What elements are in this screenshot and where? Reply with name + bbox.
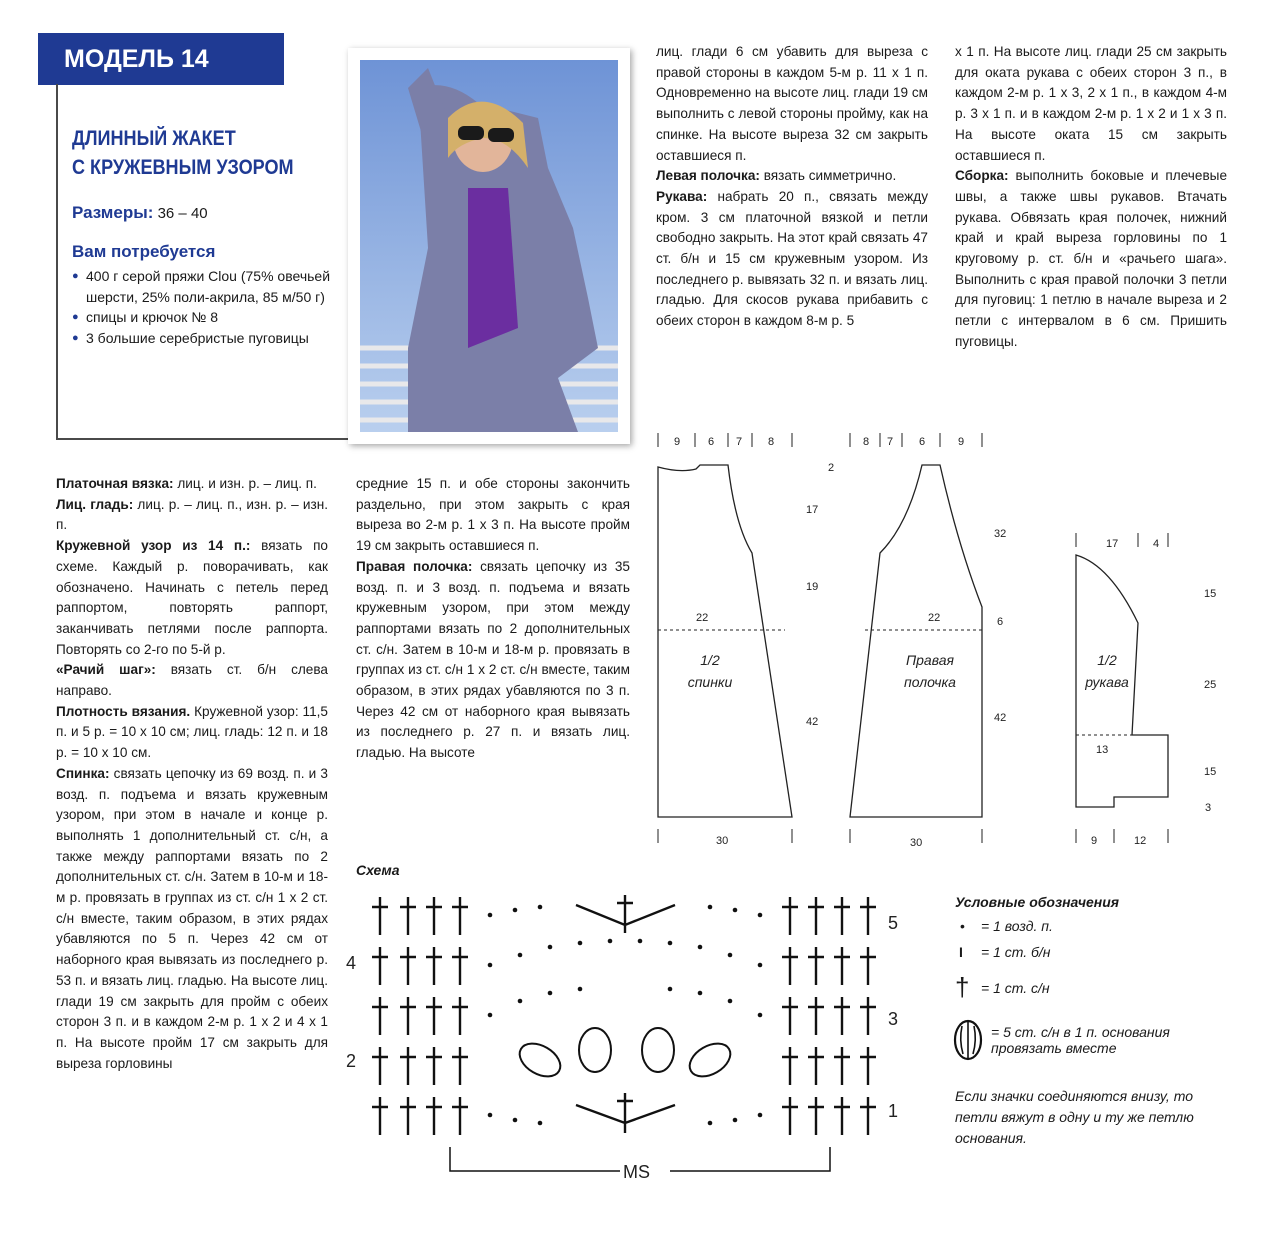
row-number: 5 <box>888 913 899 933</box>
piece-label: рукава <box>1085 674 1129 690</box>
dim-label: 22 <box>696 612 709 624</box>
dim-label: 6 <box>919 436 926 448</box>
paragraph: «Рачий шаг»: вязать ст. б/н слева направо. <box>56 662 328 699</box>
sizes <box>72 203 208 223</box>
scheme-title: Схема <box>356 862 400 878</box>
dim-label: 8 <box>768 436 775 448</box>
legend-item: † = 1 ст. с/н <box>955 972 1050 1002</box>
dim-label: 17 <box>806 504 819 516</box>
sizes-value: 36 – 40 <box>157 205 208 222</box>
dim-label: 13 <box>1096 744 1109 756</box>
text-column-2 <box>356 474 630 764</box>
scheme-clusters <box>514 1028 736 1083</box>
dim-label: 6 <box>708 436 715 448</box>
dim-label: 8 <box>863 436 870 448</box>
row-number: 2 <box>346 1051 357 1071</box>
text-column-3 <box>656 42 928 332</box>
dim-label: 15 <box>1204 766 1217 778</box>
scheme-chains <box>488 905 763 1126</box>
dim-label: 12 <box>1134 835 1147 847</box>
row-number: 3 <box>888 1009 899 1029</box>
dim-label: 25 <box>1204 679 1217 691</box>
dim-label: 30 <box>716 835 729 847</box>
garment-schematics <box>640 425 1240 855</box>
pattern-title: ДЛИННЫЙ ЖАКЕТ С КРУЖЕВНЫМ УЗОРОМ <box>72 127 294 179</box>
dim-label: 17 <box>1106 538 1119 550</box>
piece-label: Правая <box>906 652 954 668</box>
dim-label: 42 <box>994 712 1007 724</box>
scheme-stitches <box>372 895 876 1135</box>
dim-label: 9 <box>674 436 681 448</box>
dim-label: 7 <box>887 436 894 448</box>
dim-label: 15 <box>1204 588 1217 600</box>
list-item: ● 400 г серой пряжи Clou (75% овечьей шерсти, 25% поли-акрила, 85 м/50 г) <box>72 266 342 307</box>
dim-label: 42 <box>806 716 819 728</box>
dim-label: 4 <box>1153 538 1160 550</box>
model-photo <box>348 48 630 444</box>
paragraph: Сборка: выполнить боковые и плечевые швы, а также швы рукавов. Втачать рукава. Обвязать края полочек, нижний край и край выреза горловины по 1 круговому р. ст. б/н и «рачьего шага». Выполнить с края правой полочки 3 петли для пуговиц: 1 петлю в начале выреза и 2 петли с интервалом в 6 см. Пришить пуговицы. <box>955 168 1227 349</box>
paragraph: Рукава: набрать 20 п., связать между кром. 3 см платочной вязкой и петли свободно закрыть. На этот край связать 47 ст. б/н и 15 см кружевным узором. Из последнего р. вывязать 32 п. и вязать лиц. гладью. Для скосов рукава прибавить с обеих сторон в каждом 8-м р. 5 <box>656 188 928 329</box>
legend-item: I = 1 ст. б/н <box>959 944 1051 960</box>
row-number: 4 <box>346 953 357 973</box>
paragraph: Плотность вязания. Кружевной узор: 11,5 п. и 5 р. = 10 х 10 см; лиц. гладь: 12 п. и 18 р. = 10 х 10 см. <box>56 703 328 761</box>
paragraph: х 1 п. На высоте лиц. глади 25 см закрыть для оката рукава с обеих сторон 3 п., в каждом 2-м р. 1 х 3, 2 х 1 п., в каждом 4-м р. 3 х 1 п. и в каждом 2-м р. 1 х 2 и 1 х 3 п. На высоте оката 15 см закрыть оставшиеся п. <box>955 44 1227 163</box>
legend-title: Условные обозначения <box>955 894 1120 910</box>
crochet-scheme <box>340 885 920 1185</box>
dim-label: 7 <box>736 436 743 448</box>
dim-label: 6 <box>997 616 1004 628</box>
piece-label: спинки <box>687 674 733 690</box>
dim-label: 30 <box>910 837 923 849</box>
text-column-4 <box>955 42 1227 353</box>
paragraph: средние 15 п. и обе стороны закончить раздельно, при этом закрыть с края выреза во 2-м р. 1 х 3 п. На высоте пройм 19 см закрыть оставшиеся п. <box>356 476 630 554</box>
paragraph: Кружевной узор из 14 п.: вязать по схеме. Каждый р. поворачивать, как обозначено. Начинать с петель перед раппортом, повторять раппорт, заканчивать петлями после раппорта. Повторять со 2-го по 5-й р. <box>56 538 328 657</box>
legend-item: • = 1 возд. п. <box>960 918 1053 934</box>
paragraph: Правая полочка: связать цепочку из 35 возд. п. и 3 возд. п. подъема и вязать кружевным узором, при этом между раппортами вязать по 2 дополнительных ст. с/н. Затем в 10-м и 18-м р. провязать в группах из ст. с/н 1 х 2 ст. с/н вместе, таким образом, в этих рядах убавляются по 3 п. Через 42 см от наборного края вывязать из последнего р. 27 п. и вязать лиц. гладью. На высоте <box>356 558 630 761</box>
dim-label: 9 <box>1091 835 1098 847</box>
paragraph: лиц. глади 6 см убавить для выреза с правой стороны в каждом 5-м р. 11 х 1 п. Одновременно на высоте лиц. глади 19 см выполнить с левой стороны пройму, как на спинке. На высоте выреза 32 см закрыть оставшиеся п. <box>656 44 928 163</box>
text-column-1 <box>56 474 328 1074</box>
double-crochet-icon: † <box>955 972 970 1002</box>
legend-note: Если значки соединяются внизу, то петли вяжут в одну и ту же петлю основания. <box>955 1088 1194 1146</box>
front-outline <box>850 465 982 817</box>
paragraph: Лиц. гладь: лиц. р. – лиц. п., изн. р. – изн. п. <box>56 496 328 533</box>
single-crochet-icon: I <box>959 944 963 960</box>
dim-label: 22 <box>928 612 941 624</box>
dim-label: 3 <box>1205 802 1212 814</box>
piece-label: 1/2 <box>700 652 720 668</box>
materials-list <box>72 266 342 348</box>
back-outline <box>658 465 792 817</box>
row-number: 1 <box>888 1101 899 1121</box>
chain-icon: • <box>960 918 965 934</box>
piece-label: полочка <box>904 674 956 690</box>
paragraph: Платочная вязка: лиц. и изн. р. – лиц. п. <box>56 476 317 491</box>
piece-label: 1/2 <box>1097 652 1117 668</box>
list-item: ● спицы и крючок № 8 <box>72 307 342 328</box>
materials-label: Вам потребуется <box>72 242 216 261</box>
list-item: ● 3 большие серебристые пуговицы <box>72 328 342 349</box>
dim-label: 9 <box>958 436 965 448</box>
cluster-icon <box>951 1018 985 1062</box>
dim-label: 19 <box>806 581 819 593</box>
dim-label: 2 <box>828 462 835 474</box>
paragraph: Спинка: связать цепочку из 69 возд. п. и 3 возд. п. подъема и вязать кружевным узором, при этом в начале и конце р. выполнять 1 дополнительный ст. с/н, а также между раппортами вязать по 2 дополнительных ст. с/н. Затем в 10-м и 18-м р. провязать в группах из ст. с/н 1 х 2 ст. с/н вместе, таким образом, в этих рядах убавляются по 5 п. Через 42 см от наборного края вывязать из последнего р. 53 п. и вязать лиц. гладью. На высоте лиц. глади 19 см закрыть для пройм с обеих сторон 3 п. и в каждом 2-м р. 1 х 2 и 4 х 1 п. На высоте пройм 17 см закрыть для выреза горловины <box>56 765 328 1071</box>
legend <box>955 894 1235 1149</box>
dim-label: 32 <box>994 528 1007 540</box>
repeat-label: MS <box>623 1162 650 1182</box>
sizes-label: Размеры: <box>72 203 154 222</box>
legend-item: = 5 ст. с/н в 1 п. основания провязать вместе <box>955 1024 1235 1086</box>
paragraph: Левая полочка: вязать симметрично. <box>656 168 897 184</box>
model-header: МОДЕЛЬ 14 <box>38 33 284 85</box>
